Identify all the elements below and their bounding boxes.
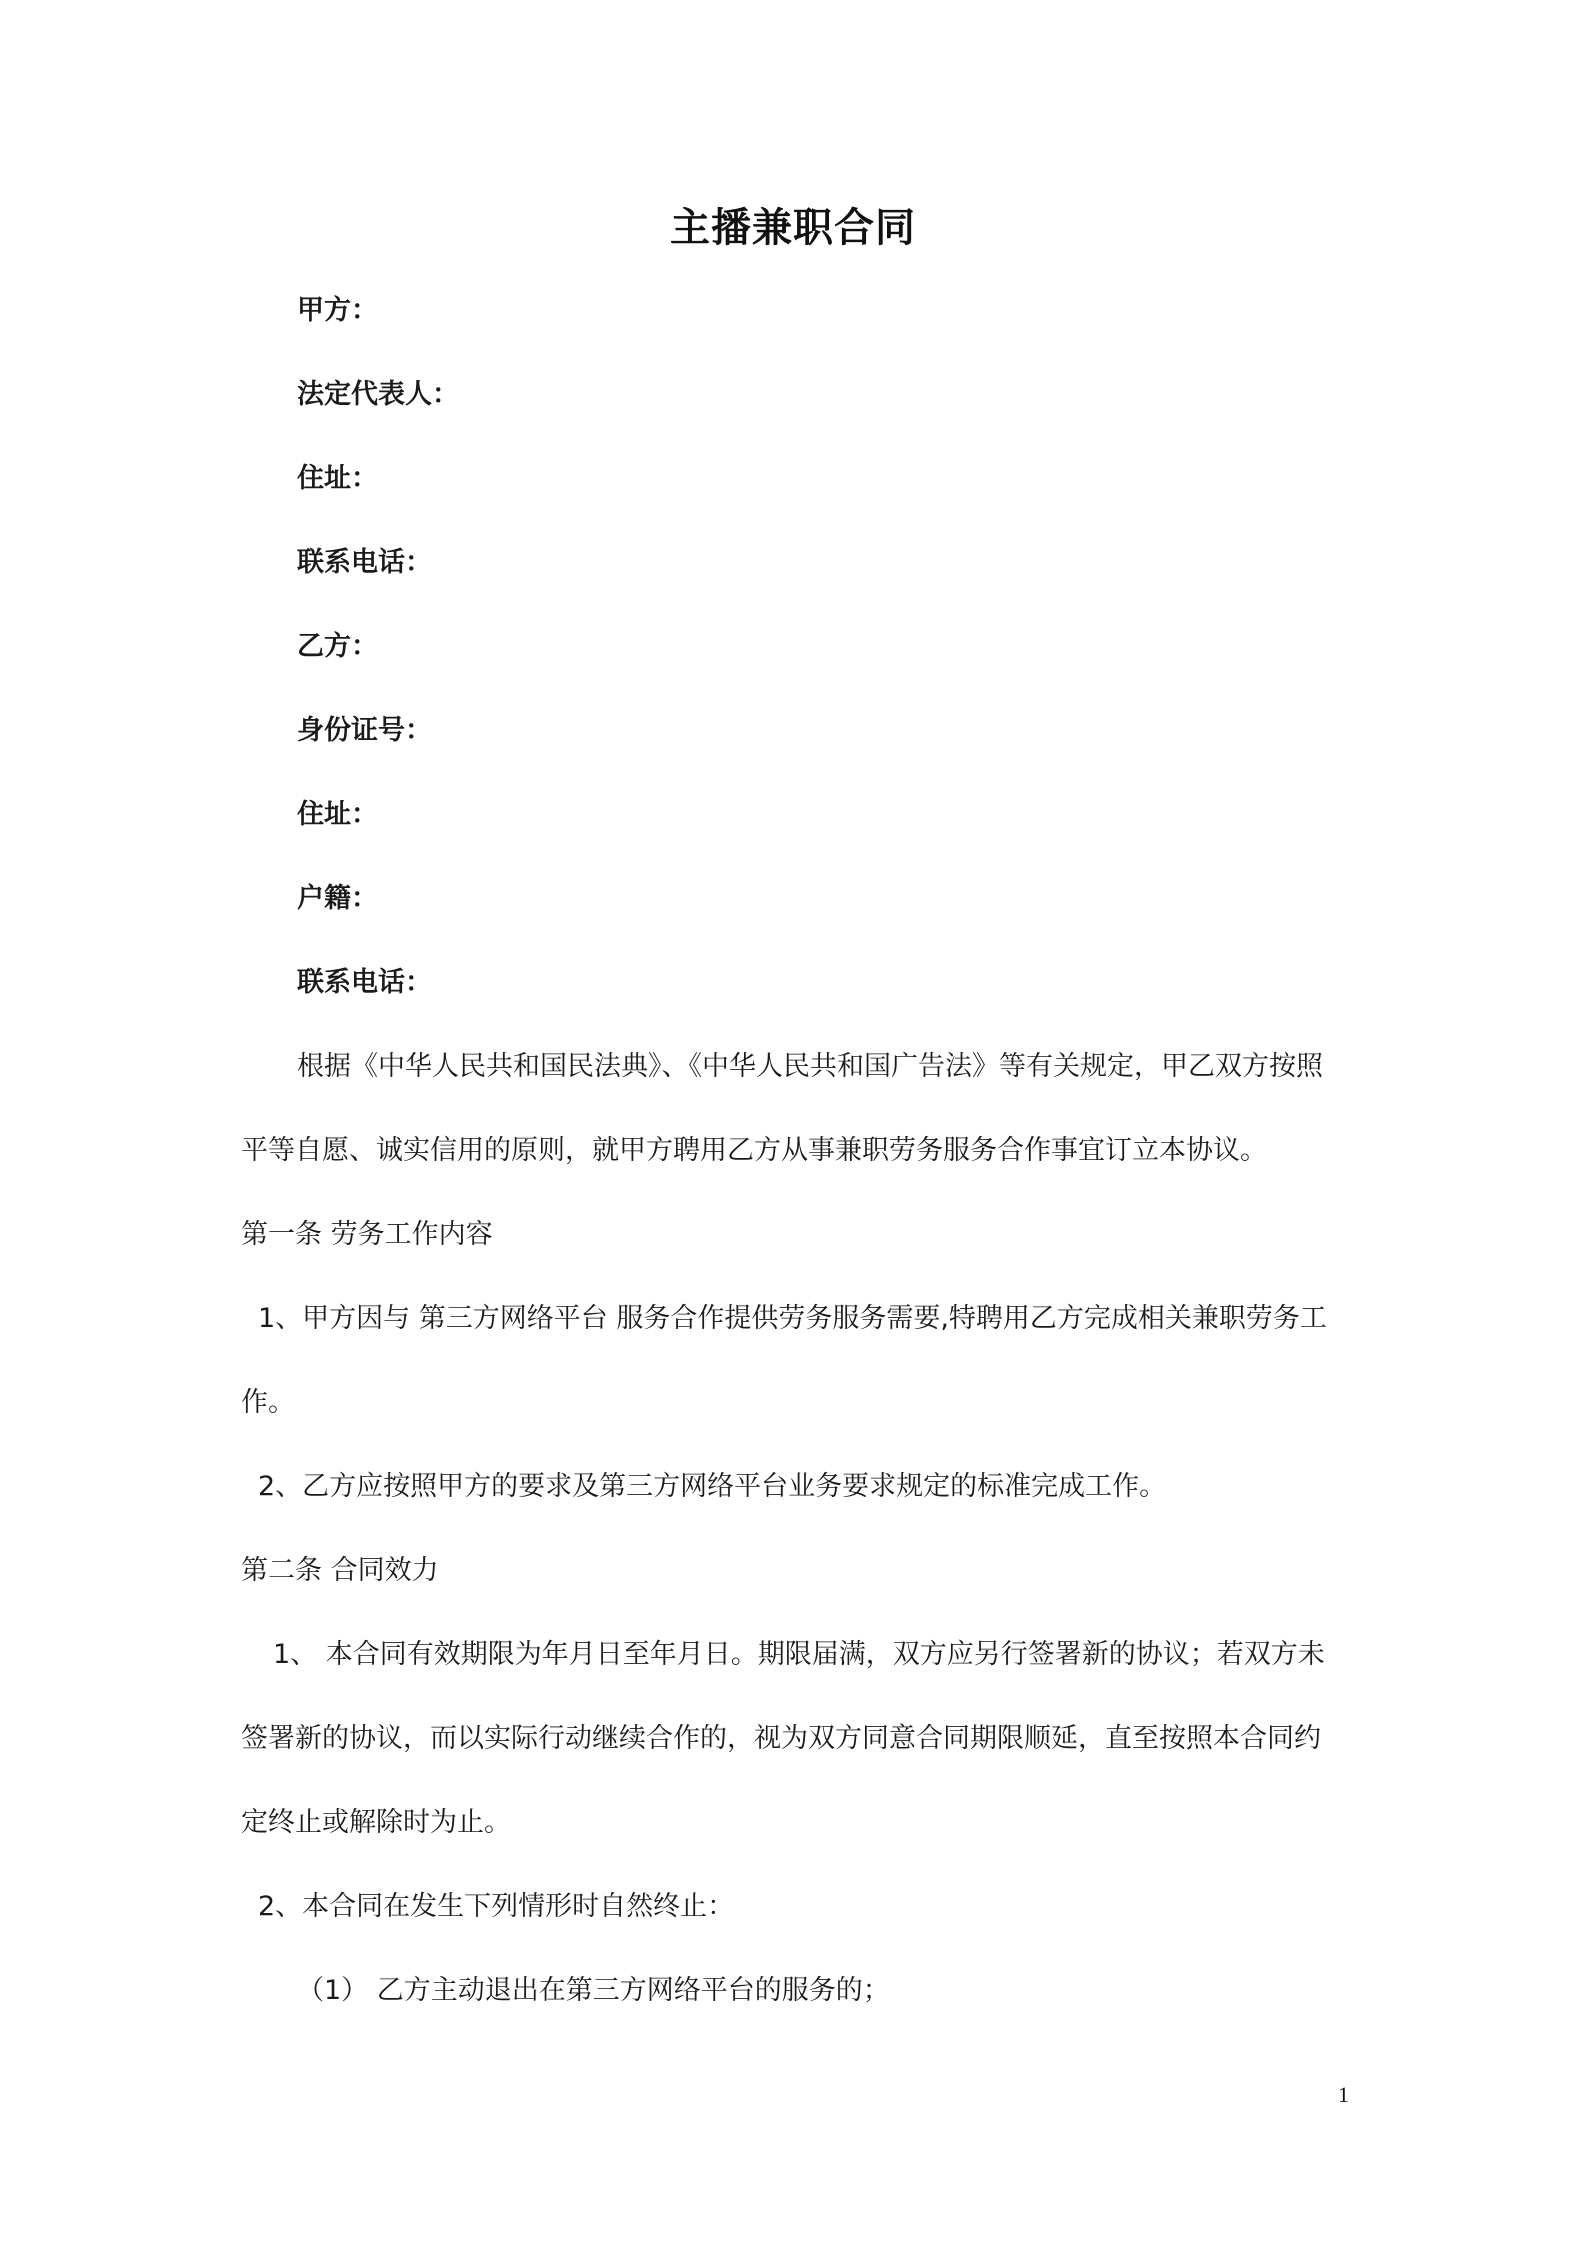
preamble-line-2: 平等自愿、诚实信用的原则，就甲方聘用乙方从事兼职劳务服务合作事宜订立本协议。 — [241, 1135, 1267, 1166]
party-a-legal-rep-label: 法定代表人： — [297, 379, 459, 410]
party-b-household-label: 户籍： — [297, 883, 378, 914]
document-title: 主播兼职合同 — [670, 205, 916, 251]
party-a-address-label: 住址： — [297, 463, 378, 494]
article-2-item-2-sub-1: （1） 乙方主动退出在第三方网络平台的服务的； — [297, 1975, 890, 2006]
article-2-item-1-line-3: 定终止或解除时为止。 — [241, 1807, 511, 1838]
page-number: 1 — [1338, 2082, 1349, 2107]
article-1-item-1-line-2: 作。 — [241, 1387, 295, 1418]
party-b-id-label: 身份证号： — [297, 715, 432, 746]
party-b-address-label: 住址： — [297, 799, 378, 830]
article-2-item-1-line-1: 1、 本合同有效期限为年月日至年月日。期限届满，双方应另行签署新的协议；若双方未 — [273, 1639, 1325, 1670]
article-2-item-1-line-2: 签署新的协议，而以实际行动继续合作的，视为双方同意合同期限顺延，直至按照本合同约 — [241, 1723, 1321, 1754]
article-2-item-2: 2、本合同在发生下列情形时自然终止： — [258, 1891, 735, 1922]
party-a-label: 甲方： — [297, 295, 378, 326]
party-a-phone-label: 联系电话： — [297, 547, 432, 578]
article-2-heading: 第二条 合同效力 — [241, 1555, 439, 1586]
article-1-heading: 第一条 劳务工作内容 — [241, 1219, 493, 1250]
article-1-item-2: 2、乙方应按照甲方的要求及第三方网络平台业务要求规定的标准完成工作。 — [258, 1471, 1167, 1502]
article-1-item-1-line-1: 1、甲方因与 第三方网络平台 服务合作提供劳务服务需要,特聘用乙方完成相关兼职劳务工 — [258, 1303, 1327, 1334]
party-b-phone-label: 联系电话： — [297, 967, 432, 998]
party-b-label: 乙方： — [297, 631, 378, 662]
preamble-line-1: 根据《中华人民共和国民法典》、《中华人民共和国广告法》等有关规定，甲乙双方按照 — [297, 1051, 1323, 1082]
